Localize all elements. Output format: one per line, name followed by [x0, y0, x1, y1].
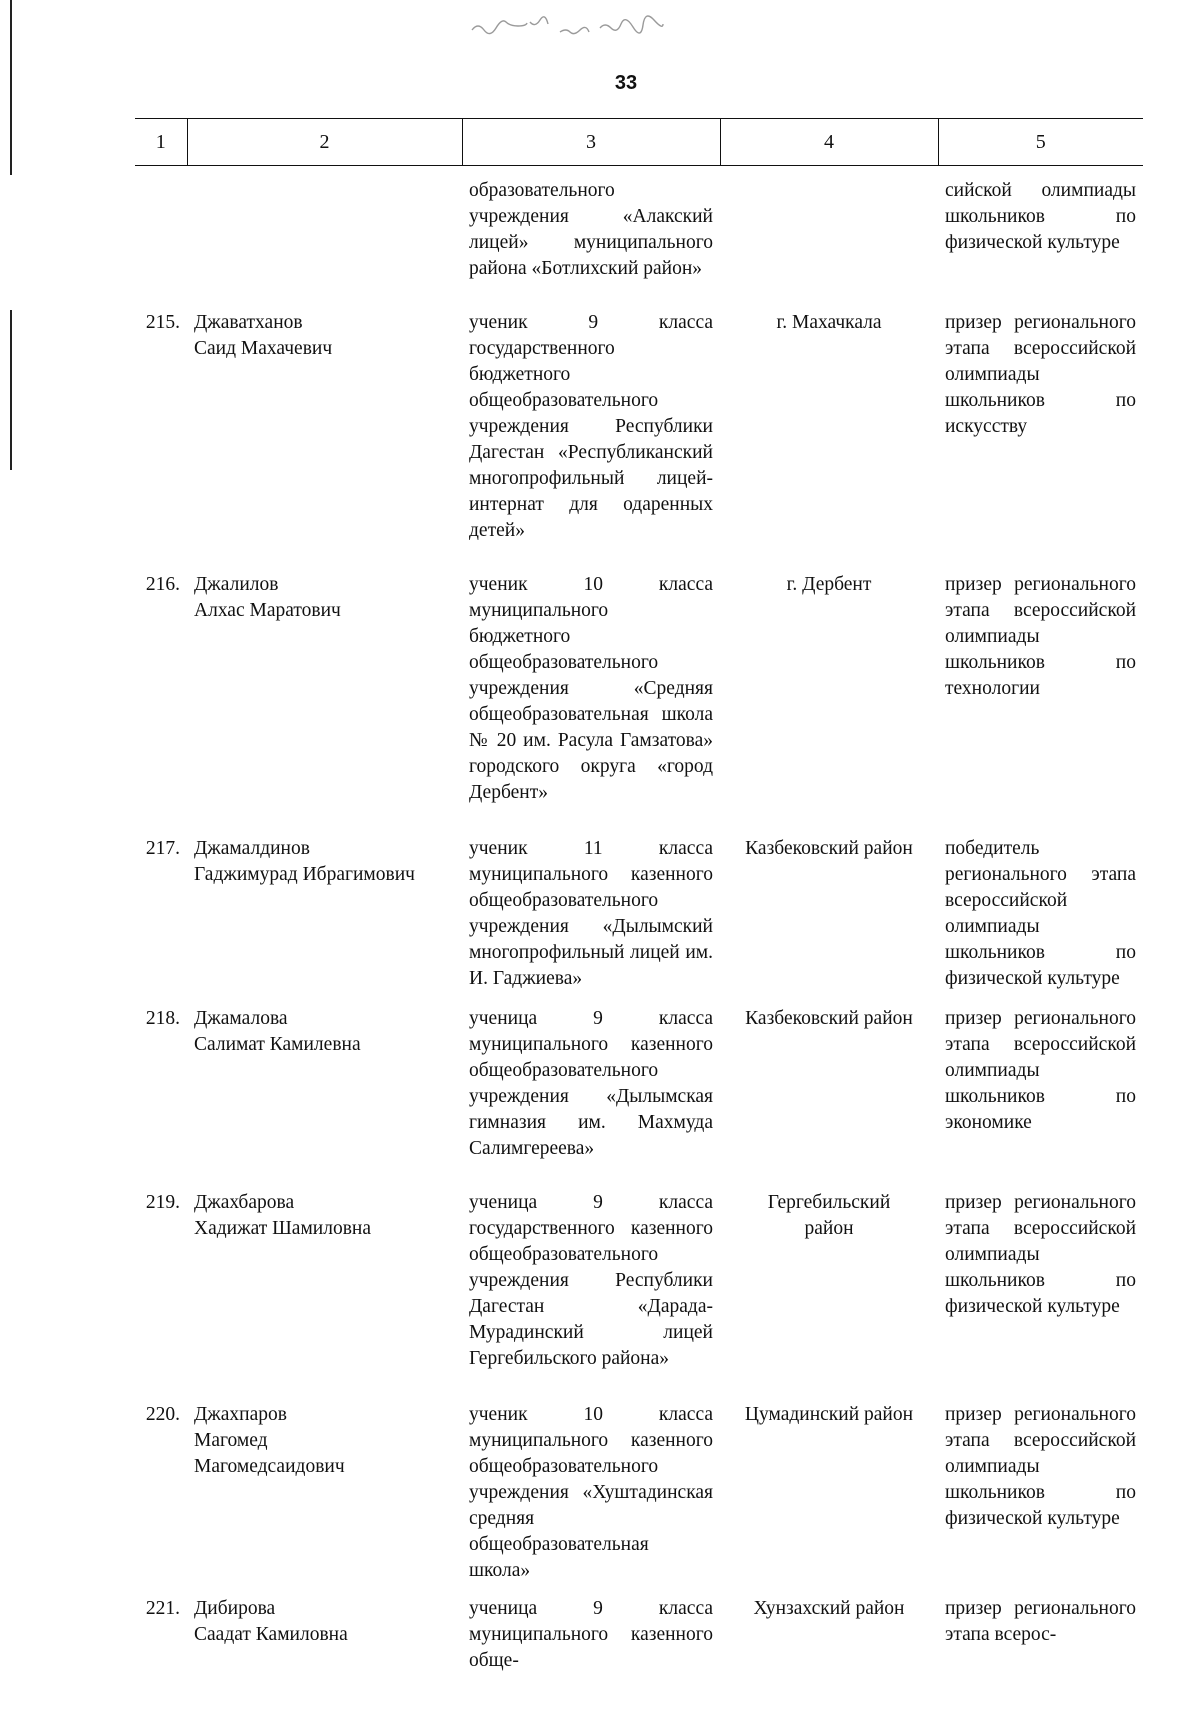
location-line: Гергебильский — [767, 1192, 891, 1213]
person-name-line: Джалилов — [194, 574, 279, 595]
table-row — [135, 992, 1143, 1162]
location — [720, 544, 938, 806]
person-name — [187, 1372, 462, 1584]
person-name-line: Алхас Маратович — [194, 600, 341, 621]
school-description: ученица 9 класса муниципального казенного общеобразовательного учреждения «Дылымская гимназия им. Махмуда Салимгереева» — [469, 1008, 713, 1159]
row-number: 220. — [145, 1404, 180, 1425]
school-description: ученик 10 класса муниципального казенного общеобразовательного учреждения «Хуштадинская средняя общеобразовательная школа» — [469, 1404, 713, 1581]
row-number: 217. — [145, 838, 180, 859]
person-name-line: Магомед — [194, 1430, 268, 1451]
olympiad-status: призер регионального этапа всерос- — [945, 1598, 1136, 1645]
olympiad-status: сийской олимпиады школьников по физической культуре — [945, 180, 1136, 253]
person-name-line: Дибирова — [194, 1598, 276, 1619]
register-table — [135, 118, 1143, 1674]
column-number-5: 5 — [938, 119, 1143, 166]
school-description: ученик 10 класса муниципального бюджетного общеобразовательного учреждения «Средняя общеобразовательная школа № 20 им. Расула Гамзатова» городского округа «город Дербент» — [469, 574, 713, 803]
row-number: 218. — [145, 1008, 180, 1029]
school-description: ученица 9 класса муниципального казенного обще- — [469, 1598, 713, 1671]
olympiad-status: призер регионального этапа всероссийской олимпиады школьников по физической культуре — [945, 1404, 1136, 1529]
row-number — [135, 166, 187, 283]
location — [720, 282, 938, 544]
column-number-3: 3 — [462, 119, 720, 166]
table-row — [135, 806, 1143, 992]
olympiad-status: призер регионального этапа всероссийской олимпиады школьников по технологии — [945, 574, 1136, 699]
school-description: ученик 9 класса государственного бюджетного общеобразовательного учреждения Республики Дагестан «Республиканский многопрофильный лицей-интернат для одаренных детей» — [469, 312, 713, 541]
olympiad-status: победитель регионального этапа всероссийской олимпиады школьников по физической культуре — [945, 838, 1136, 989]
location — [720, 1162, 938, 1372]
table-row — [135, 166, 1143, 283]
row-number: 219. — [145, 1192, 180, 1213]
column-number-header — [135, 119, 1143, 166]
location — [720, 166, 938, 283]
person-name-line: Джахбарова — [194, 1192, 295, 1213]
school-description: ученик 11 класса муниципального казенного общеобразовательного учреждения «Дылымский многопрофильный лицей им. И. Гаджиева» — [469, 838, 713, 989]
person-name-line: Джамалдинов — [194, 838, 310, 859]
row-number: 215. — [145, 312, 180, 333]
person-name — [187, 166, 462, 283]
person-name-line: Джамалова — [194, 1008, 288, 1029]
olympiad-status: призер регионального этапа всероссийской олимпиады школьников по физической культуре — [945, 1192, 1136, 1317]
person-name — [187, 1162, 462, 1372]
location — [720, 992, 938, 1162]
location-line: Цумадинский район — [744, 1404, 914, 1425]
table-row — [135, 282, 1143, 544]
handwritten-scribble — [470, 10, 700, 38]
person-name-line: Саид Махачевич — [194, 338, 333, 359]
person-name-line: Гаджимурад Ибрагимович — [194, 864, 415, 885]
person-name — [187, 1584, 462, 1674]
page-number: 33 — [614, 72, 638, 94]
school-description: образовательного учреждения «Алакский лицей» муниципального района «Ботлихский район» — [469, 180, 713, 279]
location-line: Хунзахский район — [753, 1598, 905, 1619]
olympiad-status: призер регионального этапа всероссийской олимпиады школьников по искусству — [945, 312, 1136, 437]
row-number: 216. — [145, 574, 180, 595]
school-description: ученица 9 класса государственного казенного общеобразовательного учреждения Республики Дагестан «Дарада-Мурадинский лицей Гергебильского района» — [469, 1192, 713, 1369]
row-number: 221. — [145, 1598, 180, 1619]
column-number-4: 4 — [720, 119, 938, 166]
person-name-line: Салимат Камилевна — [194, 1034, 361, 1055]
table-row — [135, 1372, 1143, 1584]
column-number-2: 2 — [187, 119, 462, 166]
person-name — [187, 806, 462, 992]
register-body — [135, 166, 1143, 1675]
scan-margin-mark — [10, 310, 12, 470]
person-name-line: Хадижат Шамиловна — [194, 1218, 371, 1239]
location — [720, 1372, 938, 1584]
person-name-line: Магомедсаидович — [194, 1456, 345, 1477]
location-line: г. Дербент — [786, 574, 872, 595]
location — [720, 806, 938, 992]
location-line: Казбековский район — [745, 838, 913, 859]
person-name-line: Джаватханов — [194, 312, 303, 333]
table-row — [135, 544, 1143, 806]
person-name — [187, 544, 462, 806]
location-line: район — [804, 1218, 854, 1239]
table-row — [135, 1584, 1143, 1674]
table-row — [135, 1162, 1143, 1372]
person-name — [187, 282, 462, 544]
location — [720, 1584, 938, 1674]
person-name-line: Джахпаров — [194, 1404, 287, 1425]
location-line: Казбековский район — [745, 1008, 913, 1029]
person-name-line: Саадат Камиловна — [194, 1624, 348, 1645]
column-number-1: 1 — [135, 119, 187, 166]
person-name — [187, 992, 462, 1162]
olympiad-status: призер регионального этапа всероссийской олимпиады школьников по экономике — [945, 1008, 1136, 1133]
location-line: г. Махачкала — [776, 312, 882, 333]
